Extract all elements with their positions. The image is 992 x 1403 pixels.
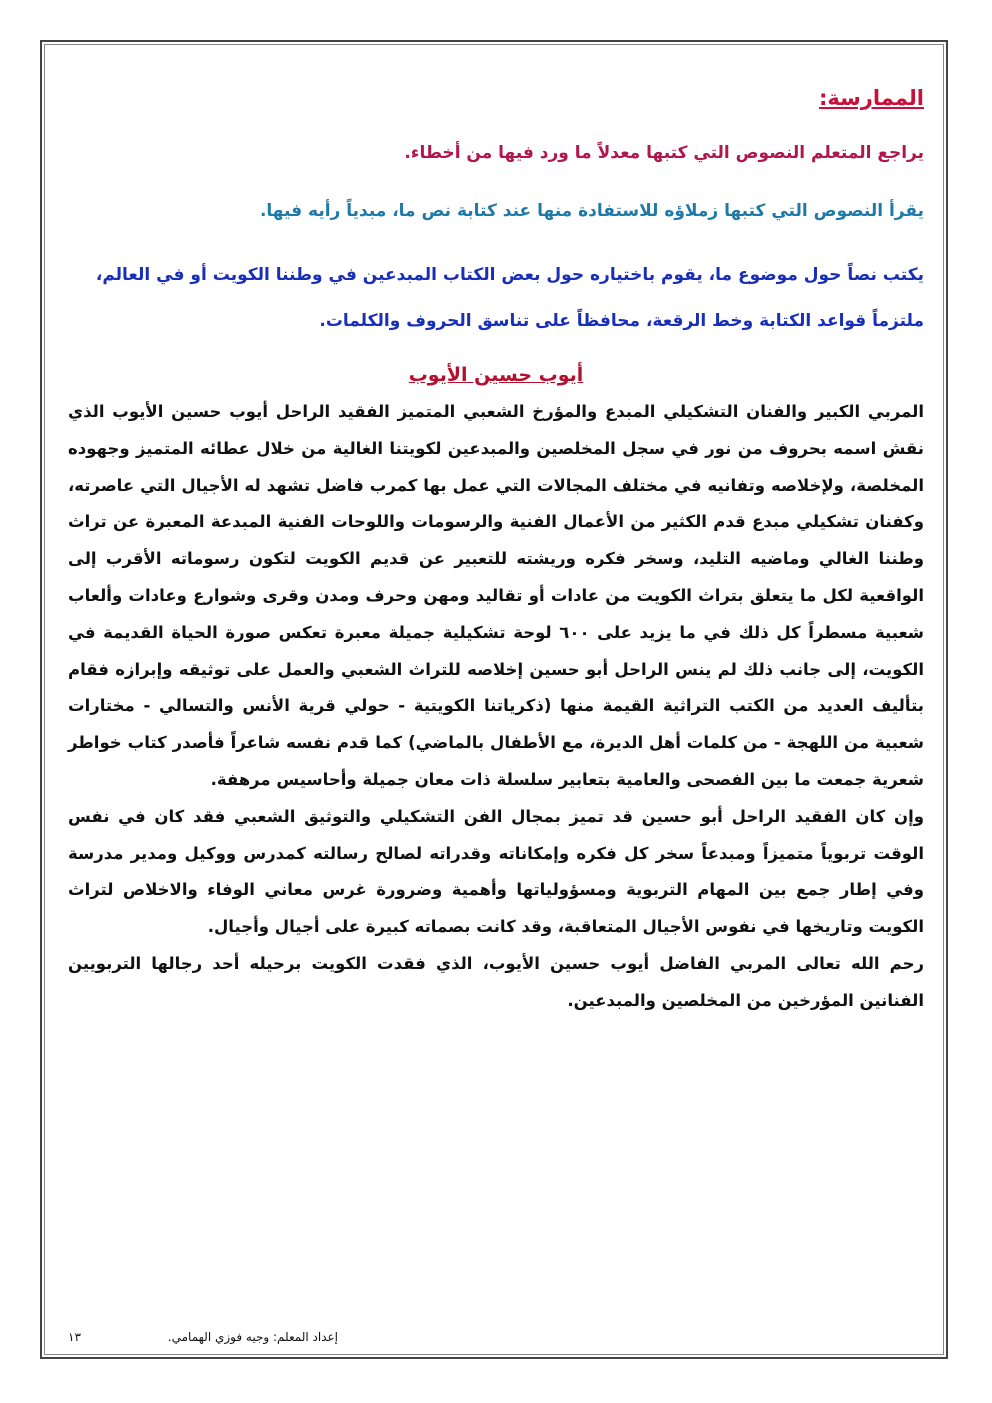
page-content [68, 80, 924, 1020]
article-paragraph: رحم الله تعالى المربي الفاضل أيوب حسين الأيوب، الذي فقدت الكويت برحيله أحد رجالها التربويين الفنانين المؤرخين من المخلصين والمبدعين. [68, 953, 924, 1010]
instruction-review: يراجع المتعلم النصوص التي كتبها معدلاً ما ورد فيها من أخطاء. [404, 143, 924, 163]
instruction-write: يكتب نصاً حول موضوع ما، يقوم باختياره حول بعض الكتاب المبدعين في وطننا الكويت أو في العالم، ملتزماً قواعد الكتابة وخط الرقعة، محافظاً على تناسق الحروف والكلمات. [95, 265, 924, 331]
page-number: ١٣ [68, 1330, 81, 1344]
article-paragraph: وإن كان الفقيد الراحل أبو حسين قد تميز بمجال الفن التشكيلي والتوثيق الشعبي فقد كان في نفس الوقت تربوياً متميزاً ومبدعاً سخر كل فكره وإمكاناته وقدراته لصالح رسالته كمدرس ووكيل ومدير مدرسة وفي إطار جمع بين المهام التربوية ومسؤولياتها وأهمية وضرورة غرس معاني الوفاء والاخلاص لتراث الكويت وتاريخها في نفوس الأجيال المتعاقبة، وقد كانت بصماته كبيرة على أجيال وأجيال. [68, 806, 924, 937]
instruction-read: يقرأ النصوص التي كتبها زملاؤه للاستفادة منها عند كتابة نص ما، مبدياً رأيه فيها. [259, 201, 924, 221]
page-footer [68, 1330, 338, 1344]
footer-author: إعداد المعلم: وجيه فوزي الهمامي. [167, 1330, 338, 1344]
section-heading: الممارسة: [819, 86, 924, 110]
article-title: أيوب حسين الأيوب [408, 364, 584, 386]
article-paragraph: المربي الكبير والفنان التشكيلي المبدع والمؤرخ الشعبي المتميز الفقيد الراحل أيوب حسين الأيوب الذي نقش اسمه بحروف من نور في سجل المخلصين والمبدعين لكويتنا الغالية من خلال عطائه المتميز وجهوده المخلصة، ولإخلاصه وتفانيه في مختلف المجالات التي عمل بها كمرب فاضل تشهد له الأجيال التي عاصرته، وكفنان تشكيلي مبدع قدم الكثير من الأعمال الفنية والرسومات واللوحات الفنية المبدعة المعبرة عن تراث وطننا الغالي وماضيه التليد، وسخر فكره وريشته للتعبير عن قديم الكويت لتكون رسوماته الأقرب إلى الواقعية لكل ما يتعلق بتراث الكويت من عادات أو تقاليد ومهن وحرف ومدن وقرى وشوارع وعادات وألعاب شعبية مسطراً كل ذلك في ما يزيد على ٦٠٠ لوحة تشكيلية جميلة معبرة تعكس صورة الحياة القديمة في الكويت، إلى جانب ذلك لم ينس الراحل أبو حسين إخلاصه للتراث الشعبي والعمل على توثيقه وإبرازه فقام بتأليف العديد من الكتب التراثية القيمة منها (ذكرياتنا الكويتية - حولي قرية الأنس والتسالي - مختارات شعبية من اللهجة - من كلمات أهل الديرة، مع الأطفال بالماضي) كما قدم نفسه شاعراً فأصدر كتاب خواطر شعرية جمعت ما بين الفصحى والعامية بتعابير سلسلة ذات معان جميلة وأحاسيس مرهفة. [68, 402, 924, 789]
